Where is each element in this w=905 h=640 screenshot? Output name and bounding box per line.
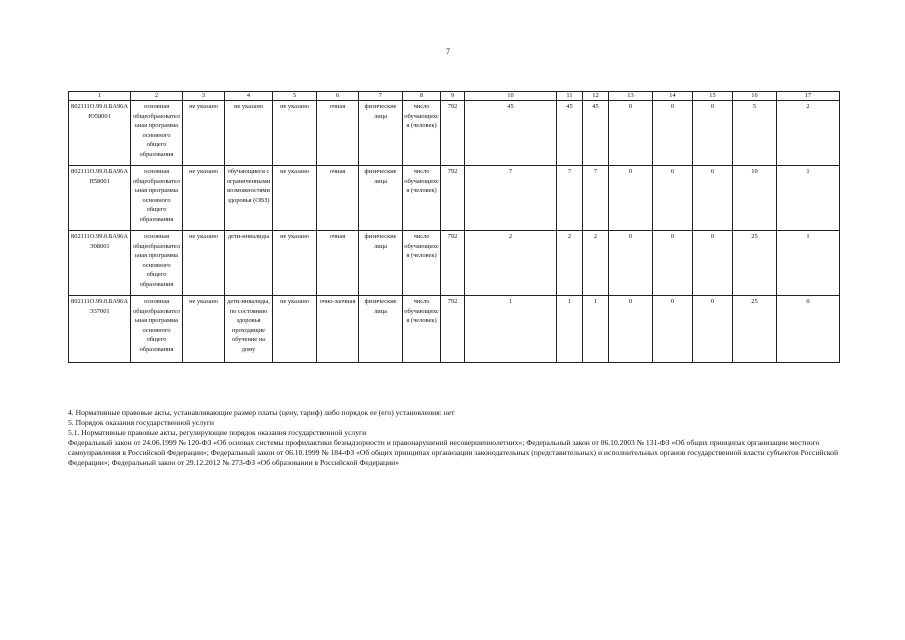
table-cell: не указано	[273, 296, 317, 363]
table-cell: очно-заочная	[317, 296, 359, 363]
table-cell: 0	[653, 166, 693, 231]
table-cell: 792	[441, 101, 465, 166]
table-cell: 0	[693, 101, 733, 166]
page-number: 7	[446, 47, 450, 56]
column-header: 15	[693, 92, 733, 101]
table-cell: 802111О.99.0.БА96АЭ08001	[69, 231, 131, 296]
table-cell: основная общеобразовательная программа основного общего образования	[131, 231, 183, 296]
table-row	[69, 101, 840, 166]
table-row	[69, 296, 840, 363]
column-header: 4	[225, 92, 273, 101]
table-cell: 2	[583, 231, 609, 296]
table-cell: 0	[777, 296, 840, 363]
legal-acts-list: Федеральный закон от 24.06.1999 № 120-ФЗ «Об основах системы профилактики безнадзорности и правонарушений несовершеннолетних»; Федеральный закон от 06.10.2003 № 131-ФЗ «Об общих принципах организации местного самоуправления в Российской Федерации»; Федеральный закон от 06.10.1999 № 184-ФЗ «Об общих принципах организации законодательных (представительных) и исполнительных органов государственной власти субъектов Российской Федерации»; Федеральный закон от 29.12.2012 № 273-ФЗ «Об образовании в Российской Федерации»	[68, 437, 839, 467]
table-cell: не указано	[273, 231, 317, 296]
table-cell: 0	[653, 101, 693, 166]
table-cell: 25	[733, 231, 777, 296]
table-cell: очная	[317, 166, 359, 231]
table-cell: 792	[441, 296, 465, 363]
table-cell: физические лица	[359, 166, 403, 231]
column-header: 14	[653, 92, 693, 101]
table-cell: 45	[583, 101, 609, 166]
table-cell: не указано	[183, 166, 225, 231]
column-header: 2	[131, 92, 183, 101]
legal-notes	[68, 408, 843, 467]
column-header: 6	[317, 92, 359, 101]
table-cell: 0	[693, 166, 733, 231]
section-5-1-heading: 5.1. Нормативные правовые акты, регулирующие порядок оказания государственной услуги	[68, 427, 367, 437]
table-cell: дети-инвалиды	[225, 231, 273, 296]
table-cell: 1	[465, 296, 557, 363]
table-cell: 10	[733, 166, 777, 231]
table-cell: число обучающихся (человек)	[403, 296, 441, 363]
table-row	[69, 231, 840, 296]
column-header: 11	[557, 92, 583, 101]
table-cell: 792	[441, 231, 465, 296]
table-cell: 1	[777, 166, 840, 231]
table-cell: основная общеобразовательная программа основного общего образования	[131, 166, 183, 231]
column-header: 17	[777, 92, 840, 101]
table-cell: 2	[465, 231, 557, 296]
table-cell: 45	[465, 101, 557, 166]
table-cell: основная общеобразовательная программа основного общего образования	[131, 101, 183, 166]
table-cell: физические лица	[359, 231, 403, 296]
column-header: 13	[609, 92, 653, 101]
table-cell: 2	[777, 101, 840, 166]
table-cell: 5	[733, 101, 777, 166]
table-cell: 792	[441, 166, 465, 231]
column-header: 7	[359, 92, 403, 101]
table-cell: обучающиеся с ограниченными возможностями здоровья (ОВЗ)	[225, 166, 273, 231]
table-cell: 1	[557, 296, 583, 363]
table-cell: 7	[583, 166, 609, 231]
column-header: 3	[183, 92, 225, 101]
table-cell: 2	[557, 231, 583, 296]
column-header: 5	[273, 92, 317, 101]
column-header: 12	[583, 92, 609, 101]
table-cell: основная общеобразовательная программа основного общего образования	[131, 296, 183, 363]
table-cell: не указано	[273, 166, 317, 231]
table-cell: 45	[557, 101, 583, 166]
table-cell: не указано	[183, 296, 225, 363]
column-header: 10	[465, 92, 557, 101]
table-cell: 7	[465, 166, 557, 231]
table-cell: очная	[317, 231, 359, 296]
table-cell: не указано	[225, 101, 273, 166]
table-cell: 7	[557, 166, 583, 231]
table-cell: 1	[777, 231, 840, 296]
table-cell: 1	[583, 296, 609, 363]
table-cell: физические лица	[359, 101, 403, 166]
table-cell: 802111О.99.0.БА96АЮ58001	[69, 101, 131, 166]
table-cell: 802111О.99.0.БА96АП58001	[69, 166, 131, 231]
table-cell: 0	[693, 296, 733, 363]
column-header: 9	[441, 92, 465, 101]
service-volume-table	[68, 91, 840, 363]
table-cell: число обучающихся (человек)	[403, 231, 441, 296]
table-cell: очная	[317, 101, 359, 166]
table-cell: число обучающихся (человек)	[403, 166, 441, 231]
section-5-heading: 5. Порядок оказания государственной услуги	[68, 417, 214, 427]
section-4-text: 4. Нормативные правовые акты, устанавливающие размер платы (цену, тариф) либо порядок ее (его) установления: нет	[68, 408, 455, 417]
table-header-row	[69, 92, 840, 101]
column-header: 8	[403, 92, 441, 101]
column-header: 16	[733, 92, 777, 101]
column-header: 1	[69, 92, 131, 101]
table-cell: дети-инвалиды, по состоянию здоровья проходящие обучение на дому	[225, 296, 273, 363]
table-cell: 0	[653, 296, 693, 363]
table-cell: 0	[609, 231, 653, 296]
table-cell: не указано	[183, 101, 225, 166]
table-cell: не указано	[273, 101, 317, 166]
table-cell: не указано	[183, 231, 225, 296]
table-row	[69, 166, 840, 231]
table-cell: 802111О.99.0.БА96АЭ37001	[69, 296, 131, 363]
table-cell: физические лица	[359, 296, 403, 363]
table-cell: 0	[609, 296, 653, 363]
table-cell: 0	[653, 231, 693, 296]
table-cell: 0	[609, 166, 653, 231]
table-cell: число обучающихся (человек)	[403, 101, 441, 166]
table-cell: 0	[693, 231, 733, 296]
table-cell: 0	[609, 101, 653, 166]
table-cell: 25	[733, 296, 777, 363]
